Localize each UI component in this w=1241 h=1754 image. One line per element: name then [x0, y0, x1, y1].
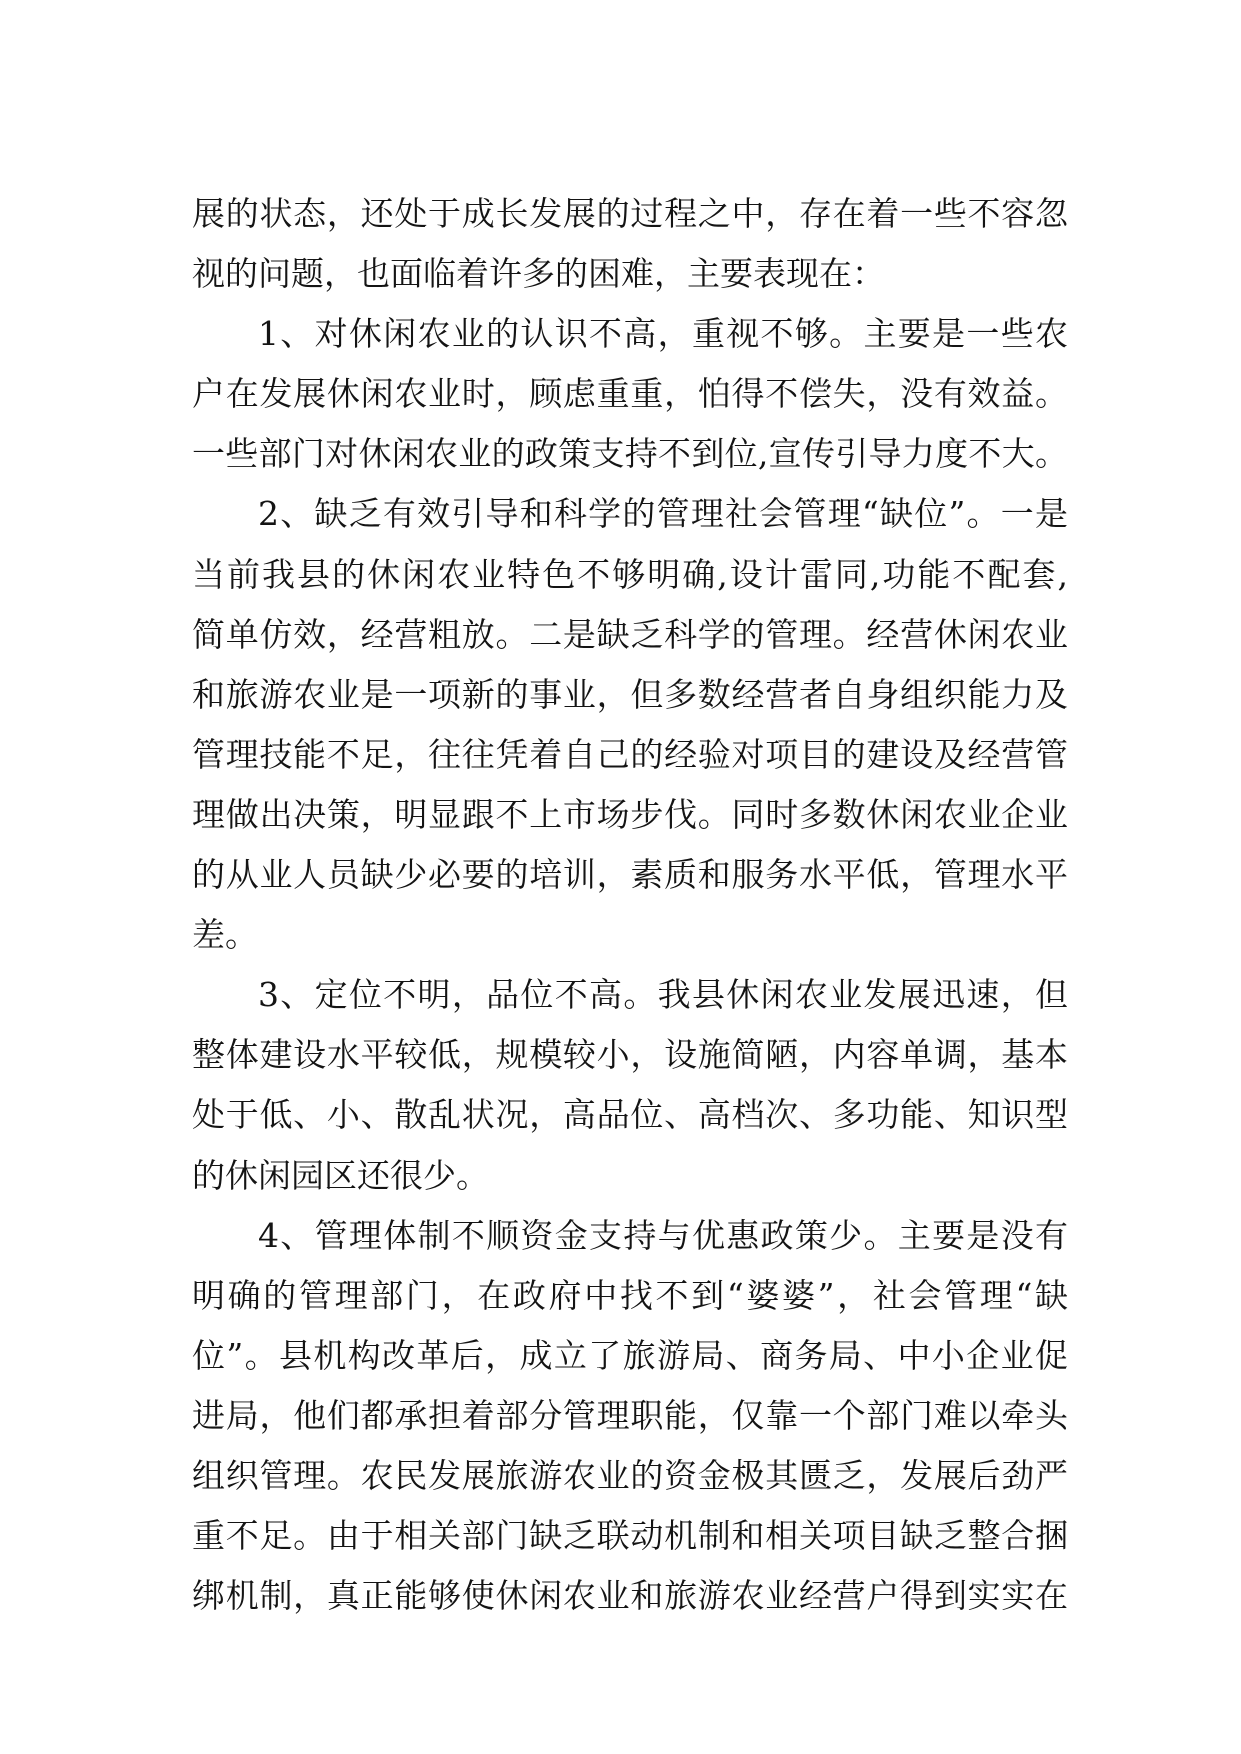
text-line: 明确的管理部门，在政府中找不到“婆婆”，社会管理“缺 — [192, 1275, 1068, 1315]
text-line: 2、缺乏有效引导和科学的管理社会管理“缺位”。一是 — [258, 494, 1068, 534]
text-line: 3、定位不明，品位不高。我县休闲农业发展迅速，但 — [258, 975, 1068, 1015]
text-line: 和旅游农业是一项新的事业，但多数经营者自身组织能力及 — [192, 674, 1068, 714]
text-line: 展的状态，还处于成长发展的过程之中，存在着一些不容忽 — [192, 194, 1068, 233]
text-line: 理做出决策，明显跟不上市场步伐。同时多数休闲农业企业 — [192, 794, 1068, 834]
document-body — [192, 184, 1068, 1626]
paragraph-item-4 — [192, 1206, 1068, 1627]
text-line: 的从业人员缺少必要的培训，素质和服务水平低，管理水平 — [192, 855, 1068, 895]
paragraph-item-2 — [192, 484, 1068, 965]
paragraph-item-1 — [192, 304, 1068, 484]
text-line: 差。 — [192, 915, 258, 955]
text-line: 处于低、小、散乱状况，高品位、高档次、多功能、知识型 — [192, 1095, 1068, 1135]
text-line: 4、管理体制不顺资金支持与优惠政策少。主要是没有 — [258, 1215, 1068, 1255]
paragraph-item-3 — [192, 965, 1068, 1205]
text-line: 视的问题，也面临着许多的困难，主要表现在： — [192, 254, 885, 294]
paragraph-continuation — [192, 184, 1068, 304]
text-line: 重不足。由于相关部门缺乏联动机制和相关项目缺乏整合捆 — [192, 1516, 1068, 1556]
text-line: 位”。县机构改革后，成立了旅游局、商务局、中小企业促 — [192, 1335, 1068, 1375]
text-line: 一些部门对休闲农业的政策支持不到位,宣传引导力度不大。 — [192, 434, 1068, 474]
text-line: 绑机制，真正能够使休闲农业和旅游农业经营户得到实实在 — [192, 1576, 1068, 1616]
text-line: 户在发展休闲农业时，顾虑重重，怕得不偿失，没有效益。 — [192, 374, 1068, 414]
text-line: 进局，他们都承担着部分管理职能，仅靠一个部门难以牵头 — [192, 1395, 1068, 1435]
text-line: 简单仿效，经营粗放。二是缺乏科学的管理。经营休闲农业 — [192, 614, 1068, 654]
text-line: 1、对休闲农业的认识不高，重视不够。主要是一些农 — [258, 314, 1068, 354]
text-line: 的休闲园区还很少。 — [192, 1155, 489, 1195]
text-line: 当前我县的休闲农业特色不够明确,设计雷同,功能不配套, — [192, 554, 1068, 594]
text-line: 整体建设水平较低，规模较小，设施简陋，内容单调，基本 — [192, 1035, 1068, 1075]
text-line: 管理技能不足，往往凭着自己的经验对项目的建设及经营管 — [192, 734, 1068, 774]
text-line: 组织管理。农民发展旅游农业的资金极其匮乏，发展后劲严 — [192, 1455, 1068, 1495]
